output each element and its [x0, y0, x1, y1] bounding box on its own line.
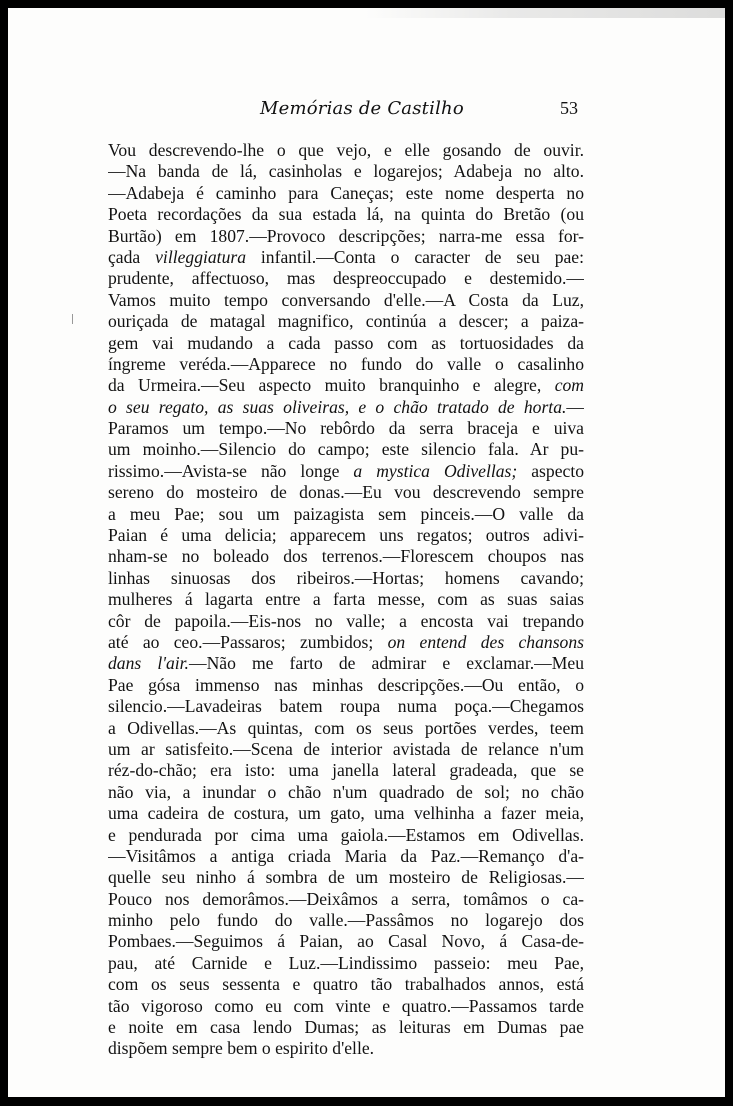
text-line: Pombaes.—Seguimos á Paian, ao Casal Novo, á Casa-de- [108, 931, 584, 952]
text-line: Paramos um tempo.—No rebôrdo da serra braceja e uiva [108, 418, 584, 439]
text-line: çada villeggiatura infantil.—Conta o caracter de seu pae: [108, 246, 584, 267]
text-line: —Visitâmos a antiga criada Maria da Paz.—Remanço d'a- [108, 845, 584, 866]
page-number: 53 [560, 98, 578, 118]
text-line: uma cadeira de costura, um gato, uma velhinha a fazer meia, [108, 803, 584, 824]
text-line: silencio.—Lavadeiras batem roupa numa poça.—Chegamos [108, 696, 584, 717]
text-line: a Odivellas.—As quintas, com os seus portões verdes, teem [108, 717, 584, 738]
scan-speckle [365, 8, 725, 18]
text-line: um ar satisfeito.—Scena de interior avistada de relance n'um [108, 738, 584, 759]
text-line: da Urmeira.—Seu aspecto muito branquinho e alegre, com [108, 375, 584, 396]
text-line: minho pelo fundo do valle.—Passâmos no logarejo dos [108, 910, 584, 931]
text-line: Pouco nos demorâmos.—Deixâmos a serra, tomâmos o ca- [108, 888, 584, 909]
stray-mark [72, 314, 73, 324]
text-line: Pae gósa immenso nas minhas descripções.—Ou então, o [108, 674, 584, 695]
text-line: prudente, affectuoso, mas despreoccupado e destemido.— [108, 268, 584, 289]
text-line: linhas sinuosas dos ribeiros.—Hortas; homens cavando; [108, 567, 584, 588]
text-line: o seu regato, as suas oliveiras, e o chão tratado de horta.— [108, 396, 584, 417]
text-line: gem vai mudando a cada passo com as tortuosidades da [108, 332, 584, 353]
text-line: Vamos muito tempo conversando d'elle.—A Costa da Luz, [108, 289, 584, 310]
text-line: Poeta recordações da sua estada lá, na quinta do Bretão (ou [108, 204, 584, 225]
text-line: um moinho.—Silencio do campo; este silencio fala. Ar pu- [108, 439, 584, 460]
text-line: Vou descrevendo-lhe o que vejo, e elle gosando de ouvir. [108, 140, 584, 160]
text-line: dispõem sempre bem o espirito d'elle. [108, 1038, 375, 1059]
text-line: côr de papoila.—Eis-nos no valle; a encosta vai trepando [108, 610, 584, 631]
text-line: até ao ceo.—Passaros; zumbidos; on entend des chansons [108, 631, 584, 652]
text-line: nham-se no boleado dos terrenos.—Florescem choupos nas [108, 546, 584, 567]
running-head [8, 98, 733, 128]
text-line: dans l'air.—Não me farto de admirar e exclamar.—Meu [108, 653, 584, 674]
running-title: Memórias de Castilho [260, 98, 464, 119]
text-line: Burtão) em 1807.—Provoco descripções; narra-me essa for- [108, 225, 584, 246]
text-line: ouriçada de matagal magnifico, continúa a descer; a paiza- [108, 311, 584, 332]
text-line: e noite em casa lendo Dumas; as leituras em Dumas pae [108, 1017, 584, 1038]
text-line: réz-do-chão; era isto: uma janella lateral gradeada, que se [108, 760, 584, 781]
text-line: pau, até Carnide e Luz.—Lindissimo passeio: meu Pae, [108, 952, 584, 973]
text-line: Paian é uma delicia; apparecem uns regatos; outros adivi- [108, 525, 584, 546]
text-line: rissimo.—Avista-se não longe a mystica Odivellas; aspecto [108, 460, 584, 481]
text-line: —Na banda de lá, casinholas e logarejos; Adabeja no alto. [108, 161, 584, 182]
text-line: tão vigoroso como eu com vinte e quatro.—Passamos tarde [108, 995, 584, 1016]
text-line: não via, a inundar o chão n'um quadrado de sol; no chão [108, 781, 584, 802]
body-text [108, 140, 584, 1060]
text-line: mulheres á lagarta entre a farta messe, com as suas saias [108, 589, 584, 610]
text-line: com os seus sessenta e quatro tão trabalhados annos, está [108, 974, 584, 995]
text-line: sereno do mosteiro de donas.—Eu vou descrevendo sempre [108, 482, 584, 503]
text-line: a meu Pae; sou um paizagista sem pinceis.—O valle da [108, 503, 584, 524]
text-line: e pendurada por cima uma gaiola.—Estamos em Odivellas. [108, 824, 584, 845]
text-line: íngreme veréda.—Apparece no fundo do valle o casalinho [108, 353, 584, 374]
text-line: —Adabeja é caminho para Caneças; este nome desperta no [108, 182, 584, 203]
text-line: quelle seu ninho á sombra de um mosteiro de Religiosas.— [108, 867, 584, 888]
